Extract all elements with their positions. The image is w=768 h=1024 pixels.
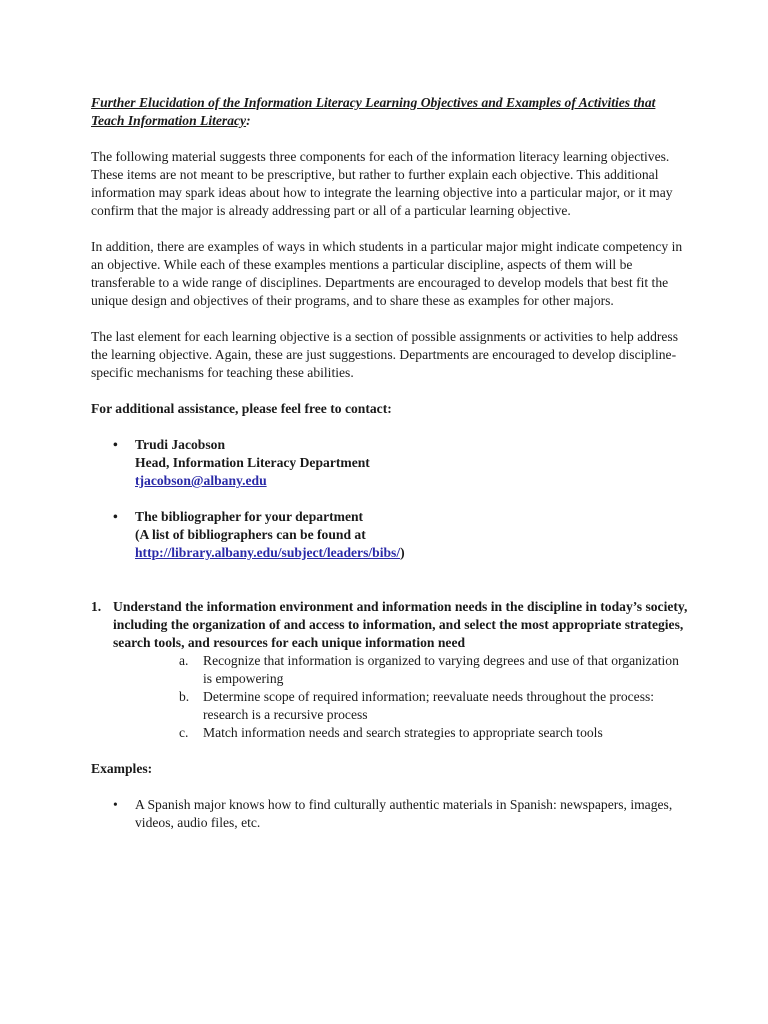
subitem-text: Determine scope of required information; reevaluate needs throughout the process: research is a recursive process	[203, 689, 655, 722]
contact-item-bibliographer	[91, 508, 691, 562]
contact-email-link[interactable]: tjacobson@albany.edu	[135, 473, 267, 488]
objective-number: 1.	[91, 599, 102, 614]
bibliographer-url-link[interactable]: http://library.albany.edu/subject/leaders/bibs/	[135, 545, 401, 560]
activities-paragraph: The last element for each learning objective is a section of possible assignments or activities to help address the learning objective. Again, these are just suggestions. Departments are encouraged to develop discipline-specific mechanisms for teaching these abilities.	[91, 329, 679, 380]
example-list	[91, 796, 691, 832]
document-title-text: Further Elucidation of the Information Literacy Learning Objectives and Examples of Activities that Teach Information Literacy	[91, 95, 656, 128]
objective-subitem	[113, 688, 691, 724]
objective-subitems	[113, 652, 691, 742]
bullet-icon: •	[113, 797, 118, 812]
bibliographer-close-paren: )	[400, 545, 405, 560]
objective-subitem	[113, 652, 691, 688]
subitem-letter: c.	[179, 725, 189, 740]
examples-paragraph: In addition, there are examples of ways in which students in a particular major might indicate competency in an objective. While each of these examples mentions a particular discipline, aspects of them will be transferable to a wide range of disciplines. Departments are encouraged to develop models that best fit the unique design and objectives of their programs, and to share these as examples for other majors.	[91, 239, 683, 308]
contact-heading: For additional assistance, please feel free to contact:	[91, 401, 392, 416]
contact-item-jacobson	[91, 436, 691, 490]
contact-list	[91, 436, 691, 562]
objective-1	[91, 598, 691, 742]
subitem-text: Match information needs and search strategies to appropriate search tools	[203, 725, 603, 740]
subitem-letter: b.	[179, 689, 190, 704]
document-title-colon: :	[246, 113, 251, 128]
bullet-icon: •	[113, 437, 118, 452]
subitem-text: Recognize that information is organized to varying degrees and use of that organization is empowering	[203, 653, 679, 686]
bibliographer-label: The bibliographer for your department	[135, 509, 364, 524]
contact-name: Trudi Jacobson	[135, 437, 226, 452]
examples-heading: Examples:	[91, 761, 153, 776]
bullet-icon: •	[113, 509, 118, 524]
document-title	[91, 94, 691, 130]
example-item	[91, 796, 691, 832]
example-text: A Spanish major knows how to find culturally authentic materials in Spanish: newspapers, images, videos, audio files, etc.	[135, 797, 673, 830]
bibliographer-note: (A list of bibliographers can be found at	[135, 527, 366, 542]
contact-role: Head, Information Literacy Department	[135, 455, 370, 470]
document-page	[91, 94, 691, 832]
intro-paragraph: The following material suggests three components for each of the information literacy learning objectives. These items are not meant to be prescriptive, but rather to further explain each objective. This additional information may spark ideas about how to integrate the learning objective into a particular major, or it may confirm that the major is already addressing part or all of a particular learning objective.	[91, 149, 673, 218]
objective-subitem	[113, 724, 691, 742]
subitem-letter: a.	[179, 653, 189, 668]
objective-text: Understand the information environment and information needs in the discipline in today’s society, including the organization of and access to information, and select the most appropriate strategies, search tools, and resources for each unique information need	[113, 599, 688, 650]
